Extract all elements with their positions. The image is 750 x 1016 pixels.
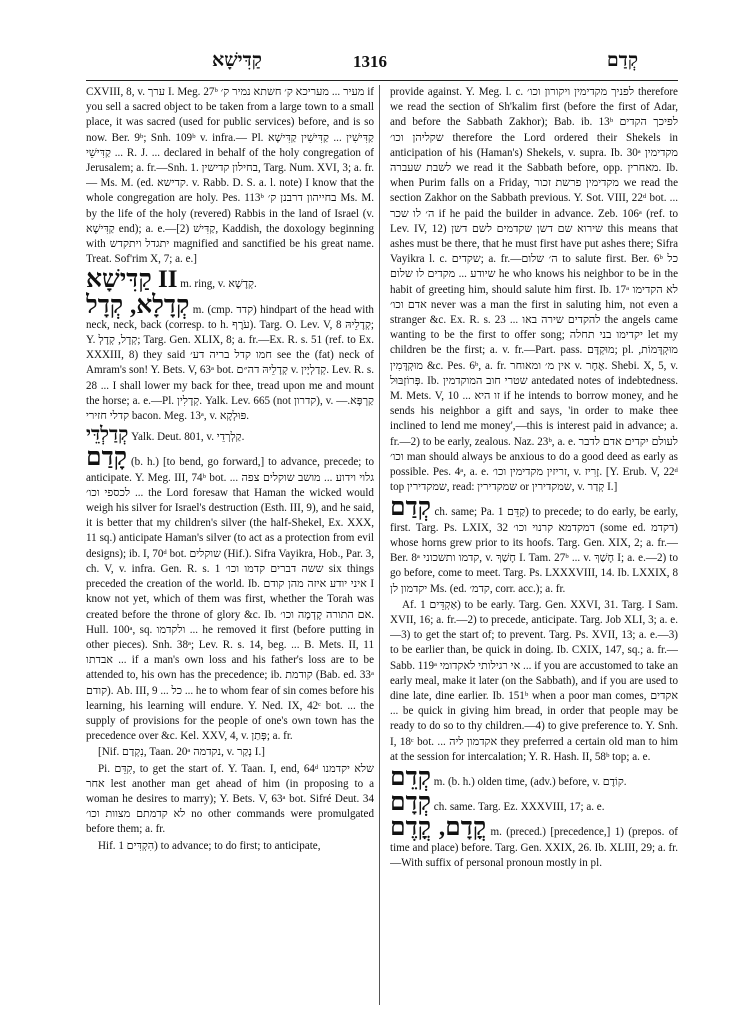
dictionary-entry [390,763,678,791]
entry-lemma: קֳדָם, קֳדֶם [390,814,487,842]
column-divider [379,85,380,1005]
entry-text: m. (cmp. קדד) hindpart of the head with neck, neck, back (corresp. to h. עֹרֶף). Targ. O. Lev. V, 8 קְדָלֵיהּ; Y. קְדָל, קְדָלְ; Targ. Gen. XLIX, 8; a. fr.—Ex. R. s. 51 (ref. to Ex. XXXIII, 8) they said חמו קדל בריה דע׳ see the (fat) neck of Amram's son! Y. Bets. V, 63ᵃ bot. קְדָלֵיהּ דה״ם v. קְדַלְיָין. Lev. R. s. 28 ... I shall lower my back for thee, tread upon me and mount the horse; a. e.—Pl. קְדָלִין. Yalk. Lev. 665 (not קדרון), v. קַרְפָּא.—קדלי חזירי bacon. Meg. 13ᵃ, v. פּוּלְקָא. [86,303,374,423]
right-running-headword: קְדַם [606,50,638,71]
entry-lemma: קְדָם [390,789,432,817]
entry-lemma: קְדַם [390,494,432,522]
header-rule [86,80,678,81]
dictionary-entry [390,816,678,871]
entry-text: ch. same. Targ. Ez. XXXVIII, 17; a. e. [433,801,605,814]
dictionary-entry [86,268,374,292]
entry-text: m. ring, v. קְדָשָׁא. [180,278,257,291]
dictionary-entry [86,745,374,760]
entry-text: Hif. הִקְדִּים 1) to advance; to do first; to anticipate, [98,839,321,852]
entry-lemma: קְדַלְדֵּי [86,424,129,446]
entry-lemma: קַדִּישָׁא II [86,266,178,294]
dictionary-entry [86,85,374,267]
dictionary-entry [86,839,374,854]
dictionary-entry [390,791,678,815]
dictionary-entry [390,85,678,495]
right-column [390,85,678,1010]
entry-text: provide against. Y. Meg. l. c. לפניך מקדימין ויקורון וכו׳ therefore we read the section of Sh'kalim first (before the first of Adar, and before the Sabbath Zakhor); Bab. ib. 13ᵇ לפיכך הקדים שקליהן וכו׳ therefore the Lord ordered their Shekels in anticipation of his (Haman's) Shekels, v. supra. Ib. 30ᵃ מקדימין לשבת שעברה we read it the Sabbath before, opp. מאחרין. Ib. when Purim falls on a Friday, מקדימין פרשת זכור we read the section Zakhor on the Sabbath previous. Y. Sot. VIII, 22ᵈ bot. ... ה׳ לו שכר if he paid the builder in advance. Zeb. 106ᵃ (ref. to Lev. IV, 12) שירוא שם דשן שקדמים לשם דשן this means that ashes must be there, that he must first have put ashes there; Sifra Vayikra l. c. שקדים; a. fr.—ה׳ שלום to salute first. Ber. 6ᵇ כל שיודע ... מקדים לו שלום he who knows his neighbor to be in the habit of greeting him, should salute him first. Ib. 17ᵃ לא הקדימו אדם וכו׳ never was a man the first in saluting him, not even a stranger &c. Ex. R. s. 23 ... להקדים שירה באו the angels came wanting to be the first to offer song; יקדימו בני תחלה let my children be the first; a. v. fr.—Part. pass. מוּקְדָּם; pl. מוּקְדָּמוֹת, מוּקְדָּמִין &c. Pes. 6ᵇ, a. fr. אין מ׳ ומאוחר v. אֶחָר. Shebi. X, 5, v. פְּרוֹזְבּוּל. Ib. שטרי חוב המוקדמין antedated notes of indebtedness. M. Mets. V, 10 ... זו היא if he intends to borrow money, and he sends his neighbor a gift and says, 'in order to make thee inclined to lend me money',—this is interest paid in advance; a. fr.—2) to be early, zealous. Naz. 23ᵇ, a. e. לעולם יקדים אדם לדבר וכו׳ man should always be anxious to do a good deed as early as possible. Pes. 4ᵃ, a. e. זריזין מקדימין וכו׳, v. זָרִיז. [Y. Erub. V, 22ᵈ top שמקדירין, read: שמקדירין or שמקדירין, v. קְדַר I.] [390,86,678,494]
entry-text: m. (b. h.) olden time, (adv.) before, v. קוֹדֶם. [433,775,627,788]
entry-lemma: קָדַם [86,444,128,472]
dictionary-entry [86,291,374,425]
entry-text: Af. אַקְדֵּים 1) to be early. Targ. Gen. XXVI, 31. Targ. I Sam. XVII, 16; a. fr.—2) to precede, anticipate. Targ. Job XLI, 3; a. e.—3) to get the start of; to prevent. Targ. Ps. XVII, 13; a. e.—3) to be earlier than, be quick in doing. Ib. CXIX, 147, sq.; a. fr.—Sabb. 119ᵃ אי רגילותי לאקדומי ... if you are accustomed to take an early meal, make it later (on the Sabbath), and if you are used to dine late, dine earlier. Ib. 151ᵇ when a poor man comes, אקדים ... be quick in giving him bread, in order that people may be ready to do so to thy children.—4) to give preference to. Y. Snh. I, 18ᶜ bot. ... אקדמון ליה they preferred a certain old man to him at the session for intercalation; Y. R. Hash. II, 58ᵇ top; a. e. [390,598,678,763]
left-running-headword: קַדִּישָׁא [212,50,262,71]
page-header [0,50,750,80]
left-column [86,85,374,1010]
entry-text: Pi. קִדֵּם, to get the start of. Y. Taan. I, end, 64ᵈ שלא יקדמנו אחר lest another man get ahead of him (in proposing to a woman he desires to marry); Y. Bets. V, 63ᵃ bot. Sifré Deut. 34 לא קדמתם מצוות וכו׳ no other commands were promulgated before them; a. fr. [86,762,374,836]
entry-text: m. (preced.) [precedence,] 1) (prepos. of time and place) before. Targ. Gen. XXIX, 26. Ib. XLIII, 29; a. fr.—With suffix of personal pronoun mostly in pl. [390,826,678,869]
entry-text: CXVIII, 8, v. ערך I. Meg. 27ᵇ מעיר ... מעריכא ק׳ חשתא נמיר ק׳ if you sell a sacred object to be taken from a large town to a small place, it was sacred (used for public services) before, and is so now. Ber. 9ᵇ; Snh. 109ᵇ v. infra.— Pl. קַדִּישִׁין ... קַדִּישִׁין קַדִּישָׁא קַדִּישֵׁי ... R. J. ... declared in behalf of the holy congregation of Jerusalem; a. fr.—Snh. 1. בחילון קדישין, Targ. Num. XVI, 3; a. fr.— Ms. M. (ed. קדישא. v. Rabb. D. S. a. l. note) I know that the whole congregation are holy. Pes. 113ᵇ בחייהון דרבנן ק׳ Ms. M. by the life of the holy (revered) Rabbis in the land of Israel (v. קַדִּישָׁא end); a. e.—[2) קַדִּישׁ, Kaddish, the doxology beginning with יתגדל ויתקדש magnified and sanctified be his great name. Treat. Sof'rim X, 7; a. e.] [86,86,374,266]
dictionary-entry [390,496,678,596]
dictionary-entry [86,425,374,445]
dictionary-entry [390,598,678,765]
entry-lemma: קְדֵם [390,763,432,791]
entry-text: ch. same; Pa. קַדֵּם 1) to precede; to do early, be early, first. Targ. Ps. LXIX, 32 דמקדמא קרנוי וכו׳ (some ed. דקדמ) whose horns grew prior to its hoofs. Targ. Gen. XIX, 2; a. fr.—Ber. 8ᵃ קדמו ותשכוני, v. חָשַׁךְ I. Tam. 27ᵇ ... v. חָשַׁךְ I; a. e.—2) to go before, come to meet. Targ. Ps. LXXXVIII, 14. Ib. LXXIX, 8 יקדמון לן Ms. (ed. קדמ׳, corr. acc.); a. fr. [390,506,678,595]
dictionary-entry [86,762,374,838]
page-number: 1316 [353,52,387,71]
entry-text: [Nif. נִקְדַם, Taan. 20ᵃ נקדמה, v. נְקַר I.] [98,746,265,759]
entry-lemma: קְדָלָא, קְדָל [86,291,190,319]
entry-text: (b. h.) [to bend, go forward,] to advance, precede; to anticipate. Y. Meg. III, 74ᵇ bot. גלוי וידוע ... מושב שוקלים צפה ... לכספי וכו׳ ... the Lord foresaw that Haman the wicked would weigh his silver for Israel's destruction (Esth. III, 9), and he said, it is better that my children's silver (the half-Shekel, Ex. XXX, 11 sq.) anticipate Haman's silver (to act as a protection from evil designs); ib. I, 70ᵈ bot. שוקלים (Hif.). Sifra Vayikra, Hob., Par. 3, ch. V, v. infra. Gen. R. s. 1 ששה דברים קדמו וכו׳ six things preceded the creation of the world. Ib. איני יודע איזה מהן קודם I know not yet, which of them was first, whether the Torah was created before the throne of glory &c. Ib. אם התורה קָדְמָה וכו׳. Hull. 100ᵃ, sq. ולקדמו ... he removed it first (before putting in other pieces). Snh. 38ᵃ; Lev. R. s. 14, beg. ... B. Mets. II, 11 אבדתו ... if a man's own loss and his father's loss are to be attended to, his own has the precedence; ib. קודמת (Bab. ed. 33ᵃ קודם). Ab. III, 9 ... כל ... he to whom fear of sin comes before his learning, his learning will endure. Y. Ned. IX, 42ᶜ bot. ... the supply of provisions for the people of one's own town has the precedence over &c. Kel. XXV, 4, v. פְּתַן; a. fr. [86,456,374,743]
dictionary-entry [86,446,374,744]
entry-text: Yalk. Deut. 801, v. קַלְרְדֵי. [131,431,245,444]
